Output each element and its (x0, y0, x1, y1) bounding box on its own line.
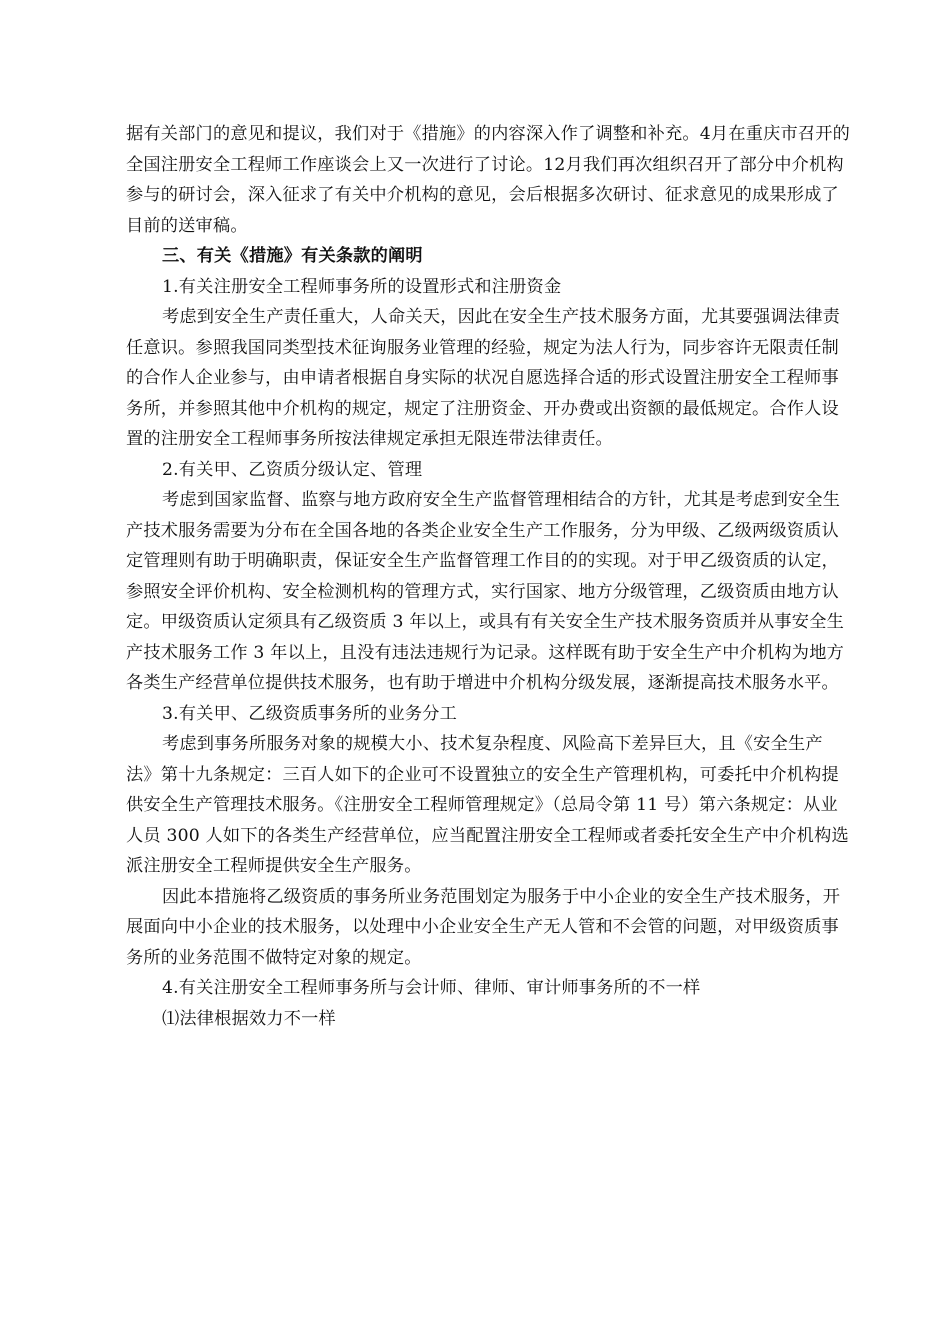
text-line: 定。甲级资质认定须具有乙级资质 3 年以上，或具有有关安全生产技术服务资质并从事安全生 (126, 612, 844, 632)
text-line: 人员 300 人如下的各类生产经营单位，应当配置注册安全工程师或者委托安全生产中介机构选 (126, 825, 849, 846)
text-line: 2.有关甲、乙资质分级认定、管理 (162, 459, 423, 480)
text-line: 考虑到事务所服务对象的规模大小、技术复杂程度、风险高下差异巨大，且《安全生产 (162, 734, 823, 754)
text-line: 1.有关注册安全工程师事务所的设置形式和注册资金 (162, 276, 562, 297)
text-line: 因此本措施将乙级资质的事务所业务范围划定为服务于中小企业的安全生产技术服务，开 (162, 886, 841, 907)
text-line: 务所，并参照其他中介机构的规定，规定了注册资金、开办费或出资额的最低规定。合作人设 (126, 398, 839, 419)
text-line: 产技术服务工作 3 年以上，且没有违法违规行为记录。这样既有助于安全生产中介机构为地方 (126, 642, 844, 663)
text-line: 4.有关注册安全工程师事务所与会计师、律师、审计师事务所的不一样 (162, 978, 701, 998)
text-line: 考虑到安全生产责任重大，人命关天，因此在安全生产技术服务方面，尤其要强调法律责 (162, 307, 841, 327)
text-line: 参照安全评价机构、安全检测机构的管理方式，实行国家、地方分级管理，乙级资质由地方认 (126, 581, 839, 602)
text-line: 据有关部门的意见和提议，我们对于《措施》的内容深入作了调整和补充。4月在重庆市召开的 (126, 124, 851, 144)
text-line: 派注册安全工程师提供安全生产服务。 (126, 856, 422, 876)
text-line: 3.有关甲、乙级资质事务所的业务分工 (162, 703, 458, 724)
text-line: 任意识。参照我国同类型技术征询服务业管理的经验，规定为法人行为，同步容许无限责任制 (126, 337, 839, 358)
text-line: 的合作人企业参与，由申请者根据自身实际的状况自愿选择合适的形式设置注册安全工程师事 (126, 368, 839, 388)
text-line: 展面向中小企业的技术服务，以处理中小企业安全生产无人管和不会管的问题，对甲级资质事 (126, 917, 839, 937)
document-body (126, 119, 851, 1034)
text-line: 考虑到国家监督、监察与地方政府安全生产监督管理相结合的方针，尤其是考虑到安全生 (162, 490, 841, 510)
text-line: 全国注册安全工程师工作座谈会上又一次进行了讨论。12月我们再次组织召开了部分中介机构 (126, 154, 844, 175)
text-line: 参与的研讨会，深入征求了有关中介机构的意见，会后根据多次研讨、征求意见的成果形成了 (126, 185, 839, 205)
text-line: 法》第十九条规定：三百人如下的企业可不设置独立的安全生产管理机构，可委托中介机构提 (126, 764, 839, 785)
text-line: 置的注册安全工程师事务所按法律规定承担无限连带法律责任。 (126, 429, 613, 449)
text-line: ⑴法律根据效力不一样 (162, 1008, 336, 1029)
text-line: 目前的送审稿。 (126, 215, 248, 236)
text-line: 务所的业务范围不做特定对象的规定。 (126, 947, 422, 968)
section-heading-line: 三、有关《措施》有关条款的阐明 (162, 246, 423, 266)
text-line: 定管理则有助于明确职责，保证安全生产监督管理工作目的的实现。对于甲乙级资质的认定， (126, 551, 839, 571)
text-line: 产技术服务需要为分布在全国各地的各类企业安全生产工作服务，分为甲级、乙级两级资质认 (126, 520, 839, 541)
text-line: 各类生产经营单位提供技术服务，也有助于增进中介机构分级发展，逐渐提高技术服务水平。 (126, 673, 839, 693)
text-line: 供安全生产管理技术服务。《注册安全工程师管理规定》（总局令第 11 号）第六条规定：从业 (126, 795, 838, 815)
